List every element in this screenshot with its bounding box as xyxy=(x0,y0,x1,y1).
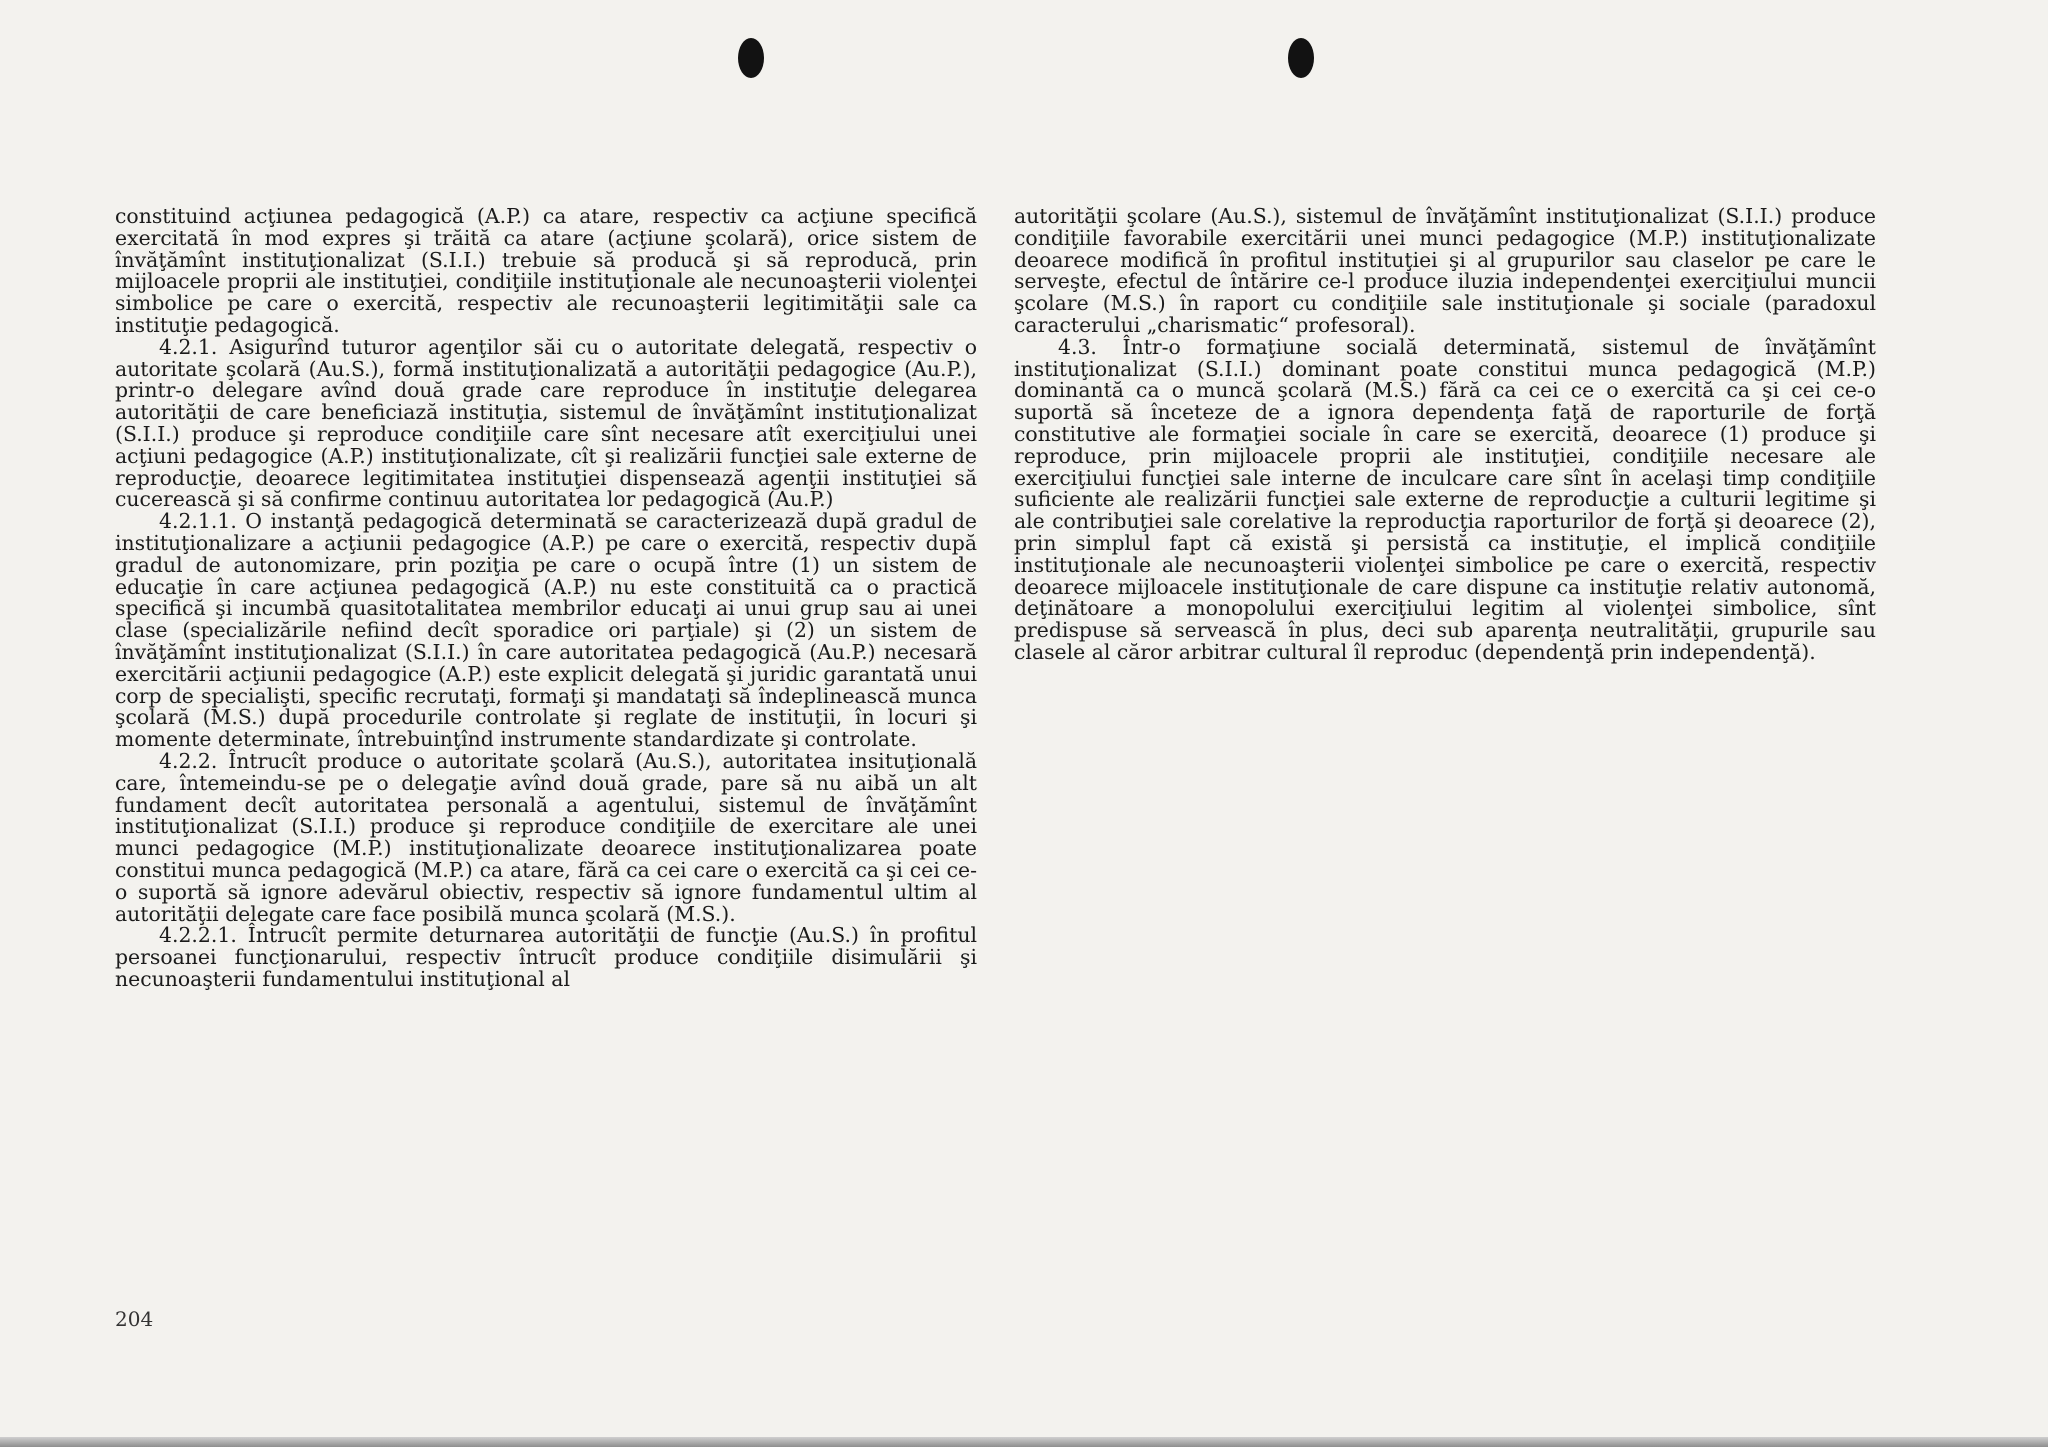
left-paragraph-4-2-1: 4.2.1. Asigurînd tuturor agenţilor săi cu o autoritate delegată, respectiv o autoritate şcolară (Au.S.), formă instituţionalizată a autorităţii pedagogice (Au.P.), printr-o delegare avînd două grade care reproduce în instituţie delegarea autorităţii de care beneficiază instituţia, sistemul de învăţămînt instituţionalizat (S.I.I.) produce şi reproduce condiţiile care sînt necesare atît exerciţiului unei acţiuni pedagogice (A.P.) instituţionalizate, cît şi realizării funcţiei sale externe de reproducţie, deoarece legitimitatea instituţiei dispensează agenţii instituţiei să cucerească şi să confirme continuu autoritatea lor pedagogică (Au.P.) xyxy=(115,334,977,512)
punch-hole-left xyxy=(738,38,764,78)
page-number: 204 xyxy=(115,1307,154,1331)
left-paragraph-1: constituind acţiunea pedagogică (A.P.) ca atare, respectiv ca acţiune specifică exercitată în mod expres şi trăită ca atare (acţiune şcolară), orice sistem de învăţămînt instituţionalizat (S.I.I.) trebuie să producă şi să reproducă, prin mijloacele proprii ale instituţiei, condiţiile instituţionale ale necunoaşterii violenţei simbolice pe care o exercită, respectiv ale recunoaşterii legitimităţii sale ca instituţie pedagogică. xyxy=(115,204,977,337)
right-paragraph-4-3: 4.3. Într-o formaţiune socială determinată, sistemul de învăţămînt instituţionalizat (S.I.I.) dominant poate constitui munca pedagogică (M.P.) dominantă ca o muncă şcolară (M.S.) fără ca cei ce o exercită ca şi cei ce-o suportă să înceteze de a ignora dependenţa faţă de raporturile de forţă constitutive ale formaţiei sociale în care se exercită, deoarece (1) produce şi reproduce, prin mijloacele proprii ale instituţiei, condiţiile necesare ale exerciţiului funcţiei sale interne de inculcare care sînt în acelaşi timp condiţiile suficiente ale realizării funcţiei sale externe de reproducţie a culturii legitime şi ale contribuţiei sale corelative la reproducţia raporturilor de forţă şi deoarece (2), prin simplul fapt că există şi persistă ca instituţie, el implică condiţiile instituţionale ale necunoaşterii violenţei simbolice pe care o exercită, respectiv deoarece mijloacele instituţionale de care dispune ca instituţie relativ autonomă, deţinătoare a monopolului exerciţiului legitim al violenţei simbolice, sînt predispuse să servească în plus, deci sub aparenţa neutralităţii, grupurile sau clasele al căror arbitrar cultural îl reproduc (dependenţă prin independenţă). xyxy=(1014,334,1876,664)
left-paragraph-4-2-2: 4.2.2. Întrucît produce o autoritate şcolară (Au.S.), autoritatea insituţională care, întemeindu-se pe o delegaţie avînd două grade, pare să nu aibă un alt fundament decît autoritatea personală a agentului, sistemul de învăţămînt instituţionalizat (S.I.I.) produce şi reproduce condiţiile de exercitare ale unei munci pedagogice (M.P.) instituţionalizate deoarece instituţionalizarea poate constitui munca pedagogică (M.P.) ca atare, fără ca cei care o exercită ca şi cei ce-o suportă să ignore adevărul obiectiv, respectiv să ignore fundamentul ultim al autorităţii delegate care face posibilă munca şcolară (M.S.). xyxy=(115,748,977,926)
left-paragraph-4-2-1-1: 4.2.1.1. O instanţă pedagogică determinată se caracterizează după gradul de instituţionalizare a acţiunii pedagogice (A.P.) pe care o exercită, respectiv după gradul de autonomizare, prin poziţia pe care o ocupă între (1) un sistem de educaţie în care acţiunea pedagogică (A.P.) nu este constituită ca o practică specifică şi incumbă quasitotalitatea membrilor educaţi ai unui grup sau ai unei clase (specializările nefiind decît sporadice ori parţiale) şi (2) un sistem de învăţămînt instituţionalizat (S.I.I.) în care autoritatea pedagogică (Au.P.) necesară exercitării acţiunii pedagogice (A.P.) este explicit delegată şi juridic garantată unui corp de specialişti, specific recrutaţi, formaţi şi mandataţi să îndeplinească munca şcolară (M.S.) după procedurile controlate şi reglate de instituţii, în locuri şi momente determinate, întrebuinţînd instrumente standardizate şi controlate. xyxy=(115,509,977,752)
scan-bottom-edge xyxy=(0,1437,2048,1447)
right-paragraph-continuation: autorităţii şcolare (Au.S.), sistemul de învăţămînt instituţionalizat (S.I.I.) produce condiţiile favorabile exercitării unei munci pedagogice (M.P.) instituţionalizate deoarece modifică în profitul instituţiei şi al grupurilor sau claselor pe care le serveşte, efectul de întărire ce-l produce iluzia independenţei exerciţiului muncii şcolare (M.S.) în raport cu condiţiile sale instituţionale şi sociale (paradoxul caracterului „charismatic“ profesoral). xyxy=(1014,204,1876,337)
punch-hole-right xyxy=(1288,38,1314,78)
right-page-text xyxy=(1014,206,1876,664)
left-paragraph-4-2-2-1: 4.2.2.1. Întrucît permite deturnarea autorităţii de funcţie (Au.S.) în profitul persoanei funcţionarului, respectiv întrucît produce condiţiile disimulării şi necunoaşterii fundamentului instituţional al xyxy=(115,923,977,991)
left-page-text xyxy=(115,206,977,991)
